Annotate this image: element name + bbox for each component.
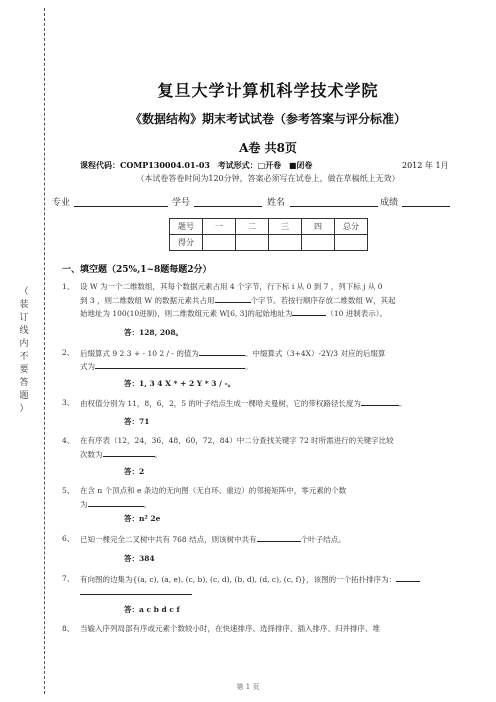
answer-5 (124, 513, 160, 524)
answer-text: n² 2e (139, 514, 161, 523)
score-cell[interactable] (302, 235, 335, 251)
paper-subtitle: A卷 共8页 (239, 141, 297, 155)
school-title: 复旦大学计算机科学技术学院 (157, 81, 379, 100)
answer-blank[interactable] (88, 497, 144, 507)
score-table-header-row (170, 219, 368, 235)
question-number: 8、 (62, 624, 75, 633)
question-text-part: 。中缀算式（3+4X）-2Y/3 对应的后缀算 (244, 349, 386, 358)
answer-text: 128, 208。 (139, 328, 184, 337)
score-cell[interactable] (236, 235, 269, 251)
question-text (80, 585, 474, 599)
answer-label: 答： (124, 379, 139, 388)
answer-text: 2 (139, 467, 145, 476)
binding-line (44, 8, 45, 694)
answer-blank[interactable] (80, 585, 192, 595)
score-table (169, 218, 368, 251)
name-field[interactable] (290, 206, 378, 207)
score-cell[interactable] (335, 235, 368, 251)
page-footer: 第 1 页 (236, 683, 260, 691)
answer-blank[interactable] (95, 359, 245, 369)
question-number: 6、 (62, 534, 75, 543)
question-number: 1、 (62, 282, 75, 291)
exam-notice: （本试卷答卷时间为120分钟，答案必须写在试卷上，做在草稿纸上无效） (136, 174, 400, 183)
question-number: 2、 (62, 348, 75, 357)
exam-date: 2012 年 1月 (402, 161, 449, 170)
major-field[interactable] (74, 206, 168, 207)
answer-label: 答： (124, 328, 139, 337)
answer-7 (124, 604, 180, 615)
question-text-part: 有向图的边集为{(a, c), (a, e), (c, b), (c, d), (b, d), (d, c), (c, f)}，该图的一个拓扑排序为： (80, 575, 397, 584)
question-text (80, 293, 474, 307)
question-text-part: 到 3 ，则二维数组 W 的数据元素共占用 (80, 296, 215, 305)
answer-text: 1, 3 4 X * + 2 Y * 3 / -。 (139, 379, 236, 388)
question-text-part: 。 (154, 450, 162, 459)
answer-4 (124, 466, 144, 477)
question-text (80, 396, 474, 410)
answer-text: a c b d c f (139, 605, 180, 614)
score-table-header: 三 (269, 219, 302, 235)
question-number: 3、 (62, 398, 75, 407)
question-text: 当输入序列局部有序或元素个数较小时，在快速排序、选择排序、插入排序、归并排序、堆 (80, 624, 380, 633)
section-title: 一、填空题（25%,1~8题每题2分） (62, 265, 212, 275)
answer-2 (124, 378, 235, 389)
answer-label: 答： (124, 554, 139, 563)
answer-label: 答： (124, 417, 139, 426)
exam-title: 《数据结构》期末考试试卷（参考答案与评分标准） (129, 112, 406, 126)
score-table-score-row (170, 235, 368, 251)
answer-blank[interactable] (361, 396, 399, 406)
answer-text: 71 (139, 417, 150, 426)
score-table-header: 总分 (335, 219, 368, 235)
question-text: 在含 n 个顶点和 e 条边的无向图（无自环、重边）的邻接矩阵中，零元素的个数 (80, 486, 347, 495)
answer-1 (124, 327, 183, 338)
student-info-line (52, 195, 474, 209)
question-text-part: 。 (245, 362, 253, 371)
answer-blank[interactable] (103, 447, 155, 457)
question-text (80, 306, 474, 320)
score-field[interactable] (402, 206, 450, 207)
question-text (80, 346, 474, 360)
exam-form-open: □开卷 (257, 160, 282, 170)
question-text: 设 W 为一个二维数组，其每个数据元素占用 4 个字节，行下标 i 从 0 到 7 ，列下标 j 从 0 (80, 282, 383, 291)
answer-blank[interactable] (396, 572, 420, 582)
question-text-part: 个字节。若按行顺序存放二维数组 W，其起 (250, 296, 396, 305)
question-text-part: 为 (80, 500, 88, 509)
answer-blank[interactable] (257, 532, 301, 542)
score-label: 成绩 (380, 198, 399, 208)
question-text (80, 532, 474, 546)
question-text-part: 次数为 (80, 450, 103, 459)
question-text-part: 。 (143, 500, 151, 509)
question-text-part: 。 (398, 399, 407, 408)
question-text-part: 已知一棵完全二叉树中共有 768 结点，则该树中共有 (80, 535, 257, 544)
binding-instruction: （ 装 订 线 内 不 要 答 题 ） (19, 287, 29, 414)
question-text-part: 后缀算式 9 2 3 + - 10 2 / - 的值为 (80, 349, 199, 358)
question-text (80, 497, 474, 511)
question-text-part: 个叶子结点。 (300, 535, 346, 544)
score-table-header: 二 (236, 219, 269, 235)
question-text (80, 359, 474, 373)
course-code-label: 课程代码： (80, 160, 120, 170)
question-number: 7、 (62, 574, 75, 583)
exam-form-label: 考试形式： (217, 160, 258, 170)
answer-label: 答： (124, 467, 139, 476)
question-text (80, 447, 474, 461)
question-text (80, 572, 474, 586)
name-label: 姓名 (267, 198, 286, 208)
answer-label: 答： (124, 514, 139, 523)
question-text-part: （10 进制表示）。 (326, 309, 388, 318)
answer-3 (124, 416, 149, 427)
question-text-part: 始地址为 100(10进制)，则二维数组元素 W[6, 3]的起始地址为 (80, 309, 293, 318)
score-cell[interactable] (269, 235, 302, 251)
major-label: 专业 (52, 198, 71, 208)
answer-text: 384 (139, 554, 155, 563)
student-id-label: 学号 (172, 198, 191, 208)
question-number: 5、 (62, 486, 75, 495)
score-table-header: 四 (302, 219, 335, 235)
answer-label: 答： (124, 605, 139, 614)
course-code: COMP130004.01-03 (120, 160, 210, 170)
question-number: 4、 (62, 436, 75, 445)
answer-6 (124, 553, 155, 564)
question-text-part: 由权值分别为 11，8，6，2，5 的叶子结点生成一棵哈夫曼树，它的带权路径长度为 (80, 399, 361, 408)
question-text: 在有序表（12，24，36，48，60，72，84）中二分查找关键字 72 时所需进行的关键字比较 (80, 436, 394, 445)
score-table-header: 一 (203, 219, 236, 235)
score-table-header: 题号 (170, 219, 203, 235)
student-id-field[interactable] (194, 206, 262, 207)
question-text-part: 式为 (80, 362, 95, 371)
answer-blank[interactable] (215, 293, 251, 303)
score-row-label: 得分 (170, 235, 203, 251)
answer-blank[interactable] (292, 306, 326, 316)
score-cell[interactable] (203, 235, 236, 251)
course-line (80, 160, 470, 171)
answer-blank[interactable] (199, 346, 245, 356)
exam-form-closed: ■闭卷 (288, 160, 313, 170)
